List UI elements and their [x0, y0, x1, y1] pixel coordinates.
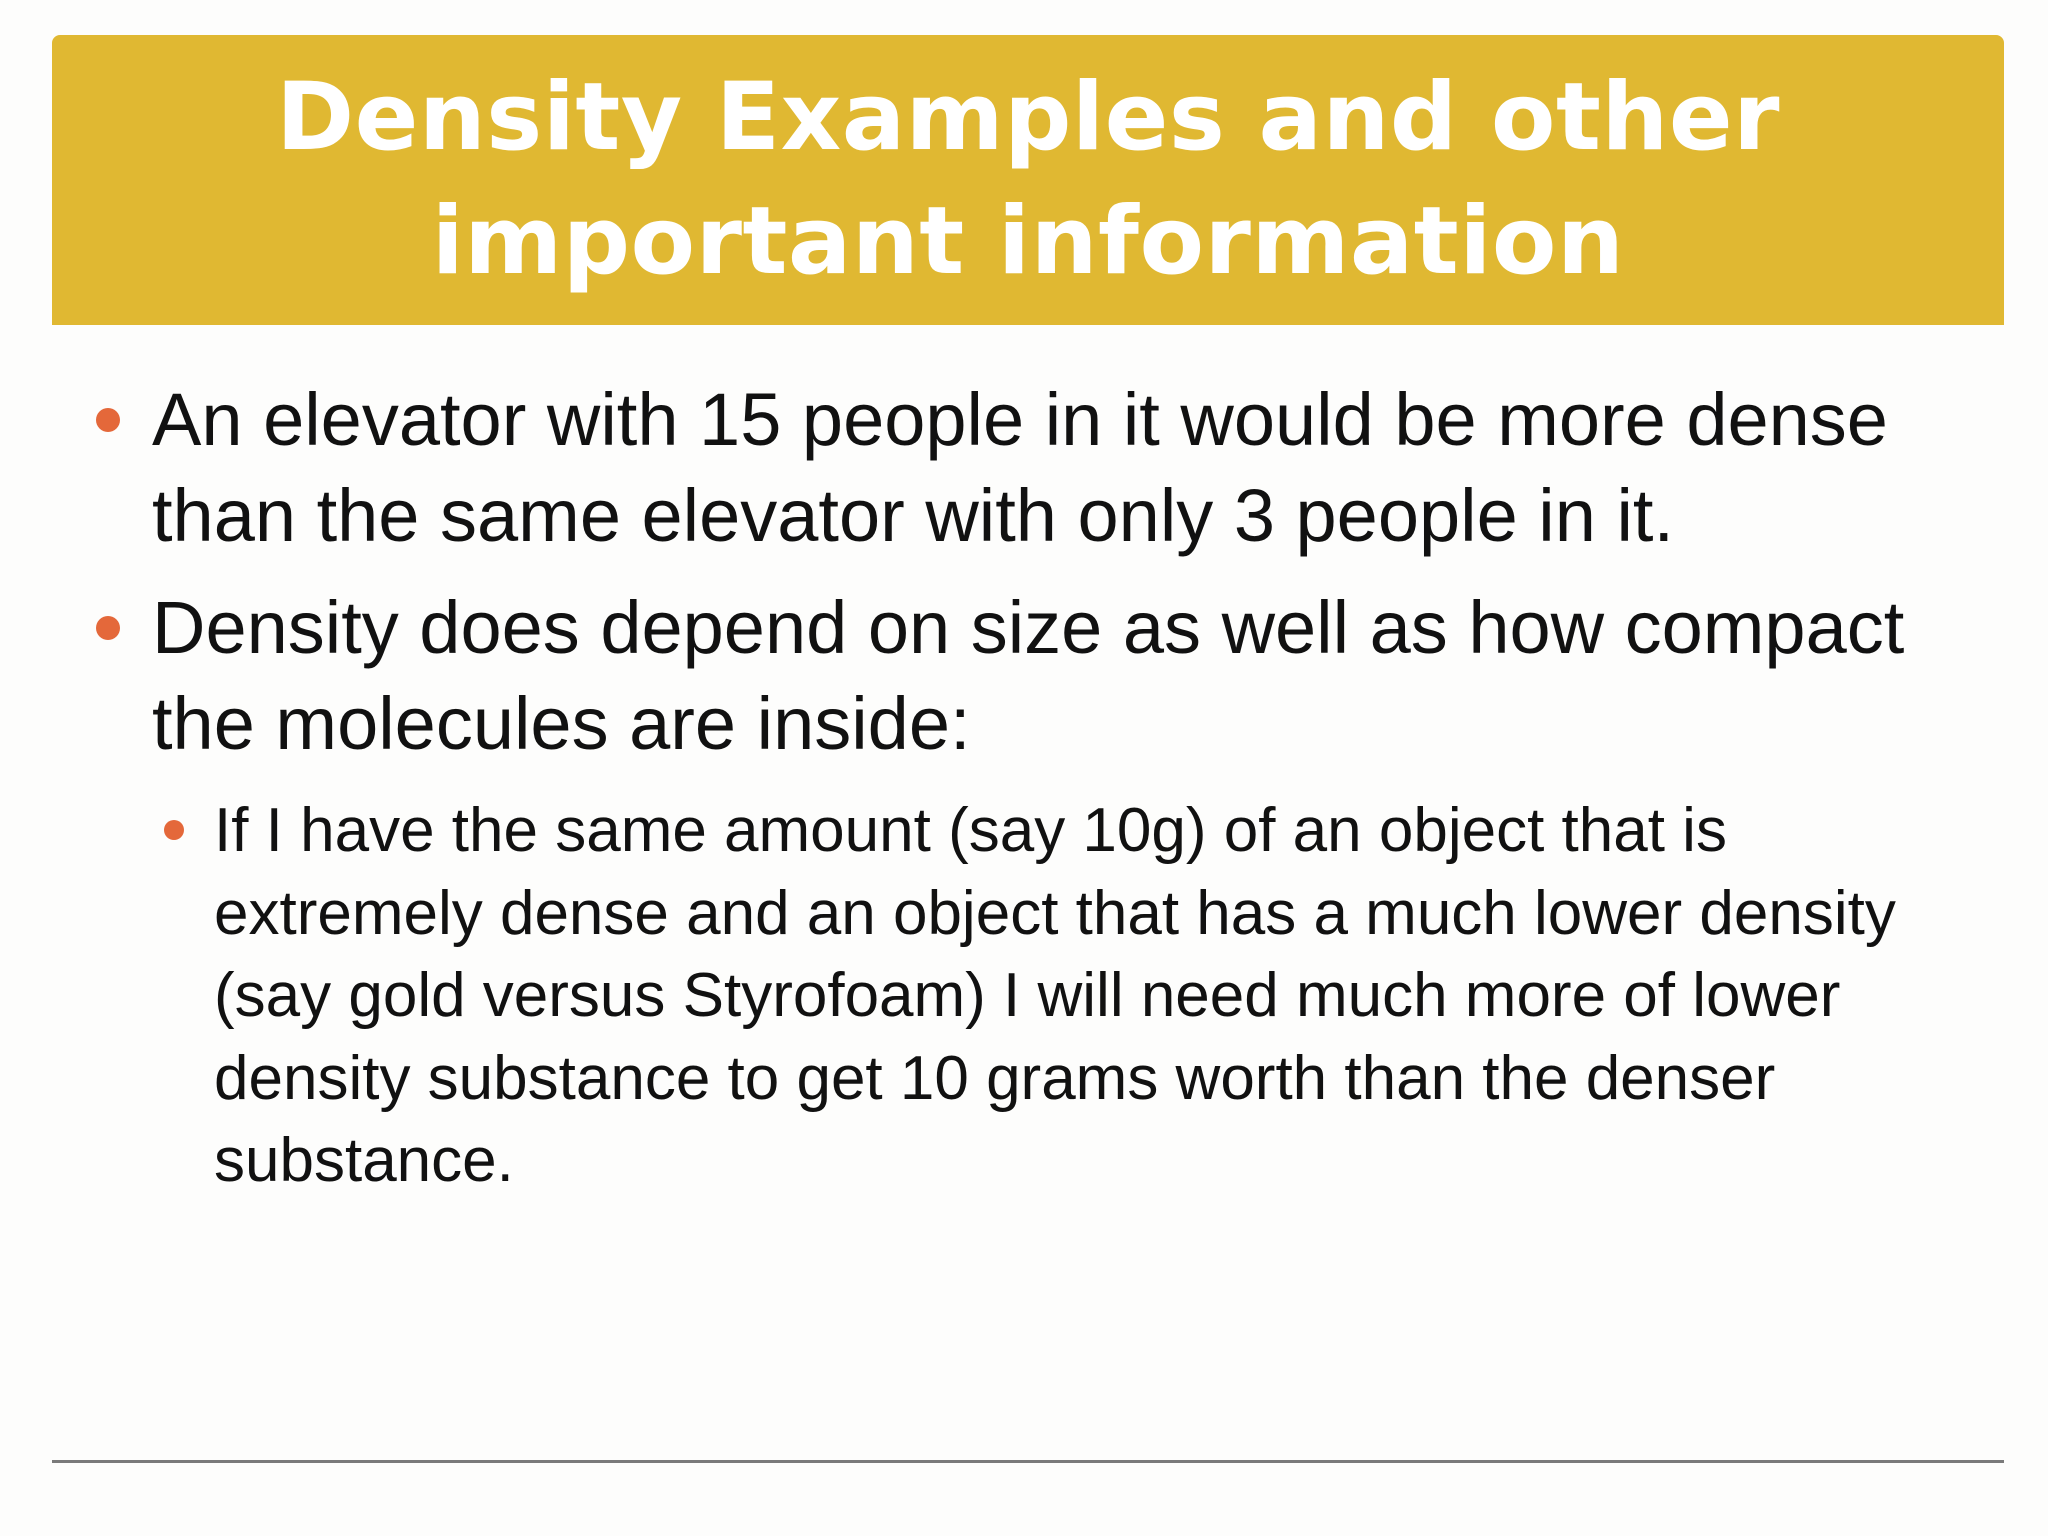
footer-divider: [52, 1460, 2004, 1463]
sub-bullet-text: If I have the same amount (say 10g) of an object that is extremely dense and an object that has a much lower density (say gold versus Styrofoam) I will need much more of lower density substance to get 10 grams worth than the denser substance.: [214, 796, 1896, 1195]
bullet-item-density: [96, 580, 1996, 772]
title-banner: [52, 35, 2004, 325]
bullet-text: Density does depend on size as well as how compact the molecules are inside:: [152, 586, 1905, 765]
bullet-dot-icon: [96, 408, 120, 432]
bullet-text: An elevator with 15 people in it would be more dense than the same elevator with only 3 people in it.: [152, 378, 1888, 557]
bullet-item-elevator: [96, 372, 1996, 564]
slide-title: Density Examples and other important information: [276, 63, 1780, 296]
bullet-dot-icon: [96, 616, 120, 640]
sub-bullet-dot-icon: [164, 820, 184, 840]
sub-bullet-item-gold-styrofoam: [158, 790, 1996, 1203]
bullet-list: [96, 372, 1996, 1203]
